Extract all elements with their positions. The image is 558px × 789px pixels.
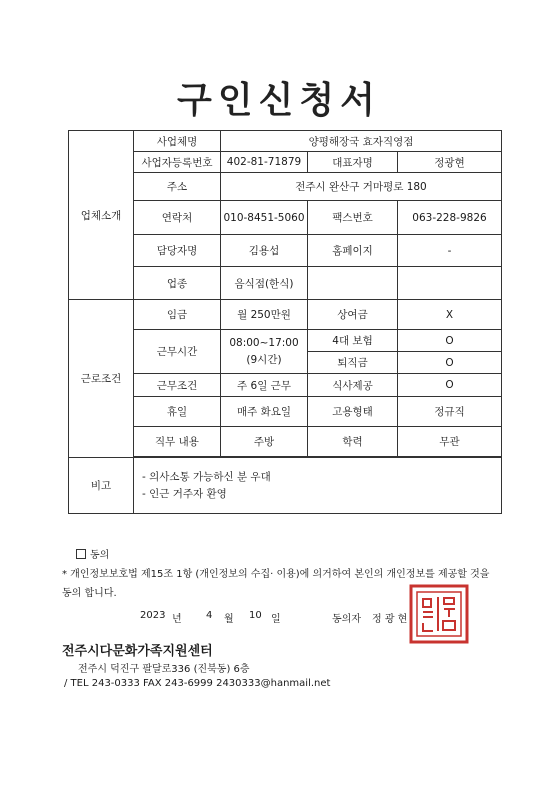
address-value: 전주시 완산구 거마평로 180	[221, 173, 502, 201]
company-name-label: 사업체명	[134, 131, 221, 152]
signer-name: 정 광 현	[372, 614, 408, 625]
date-day-unit: 일	[271, 614, 281, 625]
hours-duration: (9시간)	[246, 353, 282, 366]
holiday-label: 휴일	[134, 397, 221, 427]
education-label: 학력	[308, 427, 398, 457]
contact-value: 010-8451-5060	[221, 201, 308, 235]
wage-label: 임금	[134, 300, 221, 330]
emptype-label: 고용형태	[308, 397, 398, 427]
industry-label: 업종	[134, 267, 221, 300]
contact-label: 연락처	[134, 201, 221, 235]
bonus-label: 상여금	[308, 300, 398, 330]
meal-label: 식사제공	[308, 374, 398, 397]
homepage-value: -	[398, 235, 502, 267]
section-company-label: 업체소개	[69, 131, 134, 300]
ceo-value: 정광현	[398, 152, 502, 173]
signer-label: 동의자	[332, 614, 361, 625]
address-label: 주소	[134, 173, 221, 201]
consent-label: 동의	[90, 550, 110, 561]
section-remarks-label: 비고	[69, 458, 134, 514]
meal-value: O	[398, 374, 502, 397]
date-month: 4	[206, 610, 213, 621]
duty-label: 직무 내용	[134, 427, 221, 457]
education-value: 무관	[398, 427, 502, 457]
emptype-value: 정규직	[398, 397, 502, 427]
ceo-label: 대표자명	[308, 152, 398, 173]
date-day: 10	[249, 610, 262, 621]
severance-label: 퇴직금	[308, 352, 398, 374]
regno-label: 사업자등록번호	[134, 152, 221, 173]
industry-value: 음식점(한식)	[221, 267, 308, 300]
manager-label: 담당자명	[134, 235, 221, 267]
organization-address: 전주시 덕진구 팔달로336 (진북동) 6층	[78, 664, 250, 675]
industry-empty-cell	[398, 267, 502, 300]
date-month-unit: 월	[224, 614, 234, 625]
consent-text: * 개인정보보호법 제15조 1항 (개인정보의 수집· 이용)에 의거하여 본인의 개인정보를 제공할 것을 동의 합니다.	[62, 569, 490, 599]
workcond-value: 주 6일 근무	[221, 374, 308, 397]
hours-label: 근무시간	[134, 330, 221, 374]
organization-name: 전주시다문화가족지원센터	[62, 644, 213, 659]
company-seal-icon	[408, 583, 470, 645]
wage-value: 월 250만원	[221, 300, 308, 330]
company-name-value: 양평해장국 효자직영점	[221, 131, 502, 152]
insurance-value: O	[398, 330, 502, 352]
remarks-content	[134, 458, 502, 514]
page-title: 구인신청서	[177, 80, 381, 121]
bonus-value: X	[398, 300, 502, 330]
industry-empty-cell	[308, 267, 398, 300]
consent-checkbox[interactable]	[76, 549, 86, 559]
hours-value	[221, 330, 308, 374]
organization-contact: / TEL 243-0333 FAX 243-6999 2430333@hanmail.net	[64, 678, 331, 689]
remark-line: - 인근 거주자 환영	[142, 487, 227, 500]
holiday-value: 매주 화요일	[221, 397, 308, 427]
manager-value: 김용섭	[221, 235, 308, 267]
remark-line: - 의사소통 가능하신 분 우대	[142, 470, 271, 483]
homepage-label: 홈페이지	[308, 235, 398, 267]
insurance-label: 4대 보험	[308, 330, 398, 352]
consent-option[interactable]	[62, 546, 502, 565]
fax-value: 063-228-9826	[398, 201, 502, 235]
duty-value: 주방	[221, 427, 308, 457]
hours-range: 08:00~17:00	[229, 336, 299, 349]
date-year: 2023	[140, 610, 166, 621]
section-conditions-label: 근로조건	[69, 300, 134, 458]
workcond-label: 근무조건	[134, 374, 221, 397]
date-year-unit: 년	[172, 614, 182, 625]
severance-value: O	[398, 352, 502, 374]
regno-value: 402-81-71879	[221, 152, 308, 173]
application-form-table	[68, 130, 502, 514]
fax-label: 팩스번호	[308, 201, 398, 235]
